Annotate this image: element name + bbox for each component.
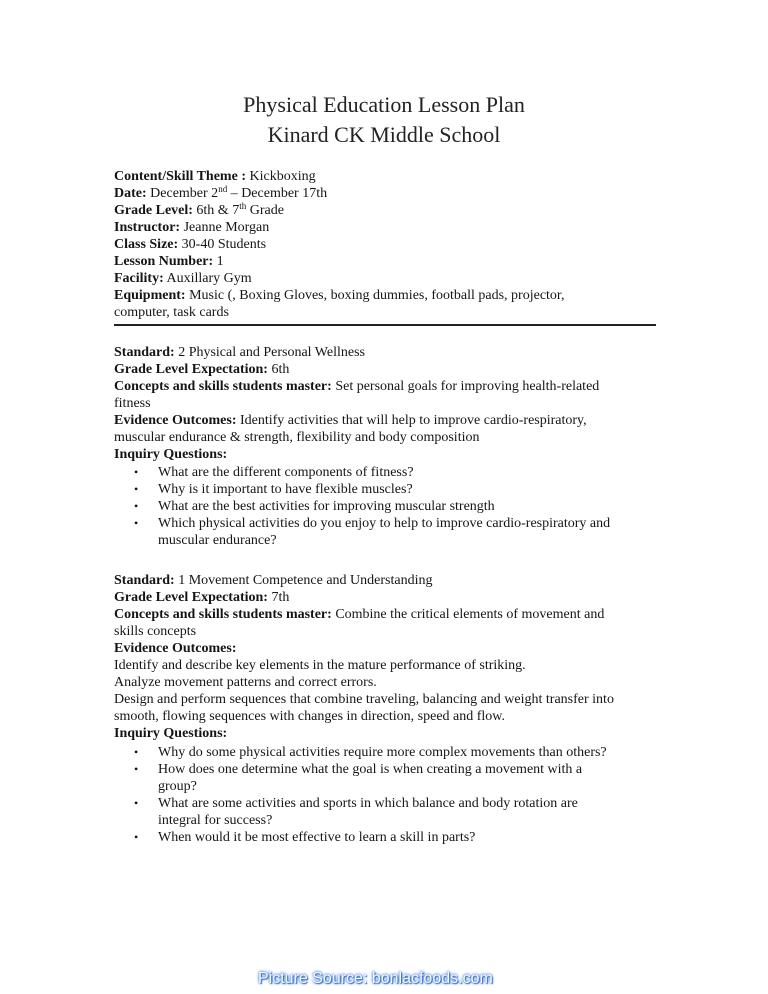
outcome-line: Analyze movement patterns and correct errors.: [114, 675, 377, 690]
theme-line: Content/Skill Theme : Kickboxing: [114, 169, 316, 184]
date-line: Date: December 2nd – December 17th: [114, 184, 328, 201]
bullet-icon: •: [134, 762, 139, 776]
inquiry-question: Why is it important to have flexible muscles?: [158, 482, 413, 497]
facility-line: Facility: Auxillary Gym: [114, 271, 252, 286]
bullet-icon: •: [134, 830, 139, 844]
inquiry-question: How does one determine what the goal is when creating a movement with a: [158, 762, 583, 777]
class-size-line: Class Size: 30-40 Students: [114, 237, 267, 252]
outcome-line: smooth, flowing sequences with changes in direction, speed and flow.: [114, 709, 506, 724]
grade-expectation-line: Grade Level Expectation: 7th: [114, 590, 290, 605]
standard-line: Standard: 1 Movement Competence and Understanding: [114, 573, 433, 588]
bullet-icon: •: [134, 796, 139, 810]
inquiry-question-cont: group?: [158, 779, 197, 794]
bullet-icon: •: [134, 516, 139, 530]
document-title: Physical Education Lesson Plan: [243, 92, 525, 117]
inquiry-question: What are the different components of fitness?: [158, 465, 414, 480]
concepts-line: Concepts and skills students master: Set personal goals for improving health-related: [114, 379, 600, 394]
grade-level-line: Grade Level: 6th & 7th Grade: [114, 201, 284, 218]
standard-line: Standard: 2 Physical and Personal Wellness: [114, 345, 365, 360]
concepts-line-2: skills concepts: [114, 624, 197, 639]
evidence-outcomes-line-2: muscular endurance & strength, flexibility and body composition: [114, 430, 480, 445]
evidence-outcomes-line: Evidence Outcomes: Identify activities that will help to improve cardio-respiratory,: [114, 413, 587, 428]
instructor-line: Instructor: Jeanne Morgan: [114, 220, 270, 235]
inquiry-question: What are the best activities for improving muscular strength: [158, 499, 495, 514]
school-name: Kinard CK Middle School: [267, 122, 501, 147]
picture-source-watermark: Picture Source: bonlacfoods.com: [258, 970, 493, 987]
outcome-line: Identify and describe key elements in the mature performance of striking.: [114, 658, 526, 673]
bullet-icon: •: [134, 745, 139, 759]
inquiry-question-cont: integral for success?: [158, 813, 273, 828]
inquiry-question: What are some activities and sports in which balance and body rotation are: [158, 796, 578, 811]
grade-expectation-line: Grade Level Expectation: 6th: [114, 362, 290, 377]
lesson-number-line: Lesson Number: 1: [114, 254, 224, 269]
concepts-line: Concepts and skills students master: Combine the critical elements of movement and: [114, 607, 605, 622]
inquiry-question: When would it be most effective to learn a skill in parts?: [158, 830, 476, 845]
bullet-icon: •: [134, 499, 139, 513]
inquiry-question-cont: muscular endurance?: [158, 533, 277, 548]
evidence-outcomes-heading: Evidence Outcomes:: [114, 641, 237, 656]
equipment-line: Equipment: Music (, Boxing Gloves, boxing dummies, football pads, projector,: [114, 288, 565, 303]
inquiry-question: Which physical activities do you enjoy to help to improve cardio-respiratory and: [158, 516, 611, 531]
bullet-icon: •: [134, 482, 139, 496]
inquiry-heading: Inquiry Questions:: [114, 447, 228, 462]
section-divider: [114, 324, 656, 326]
concepts-line-2: fitness: [114, 396, 151, 411]
outcome-line: Design and perform sequences that combine traveling, balancing and weight transfer into: [114, 692, 614, 707]
equipment-line-2: computer, task cards: [114, 305, 229, 320]
bullet-icon: •: [134, 465, 139, 479]
inquiry-question: Why do some physical activities require more complex movements than others?: [158, 745, 607, 760]
inquiry-heading: Inquiry Questions:: [114, 726, 228, 741]
